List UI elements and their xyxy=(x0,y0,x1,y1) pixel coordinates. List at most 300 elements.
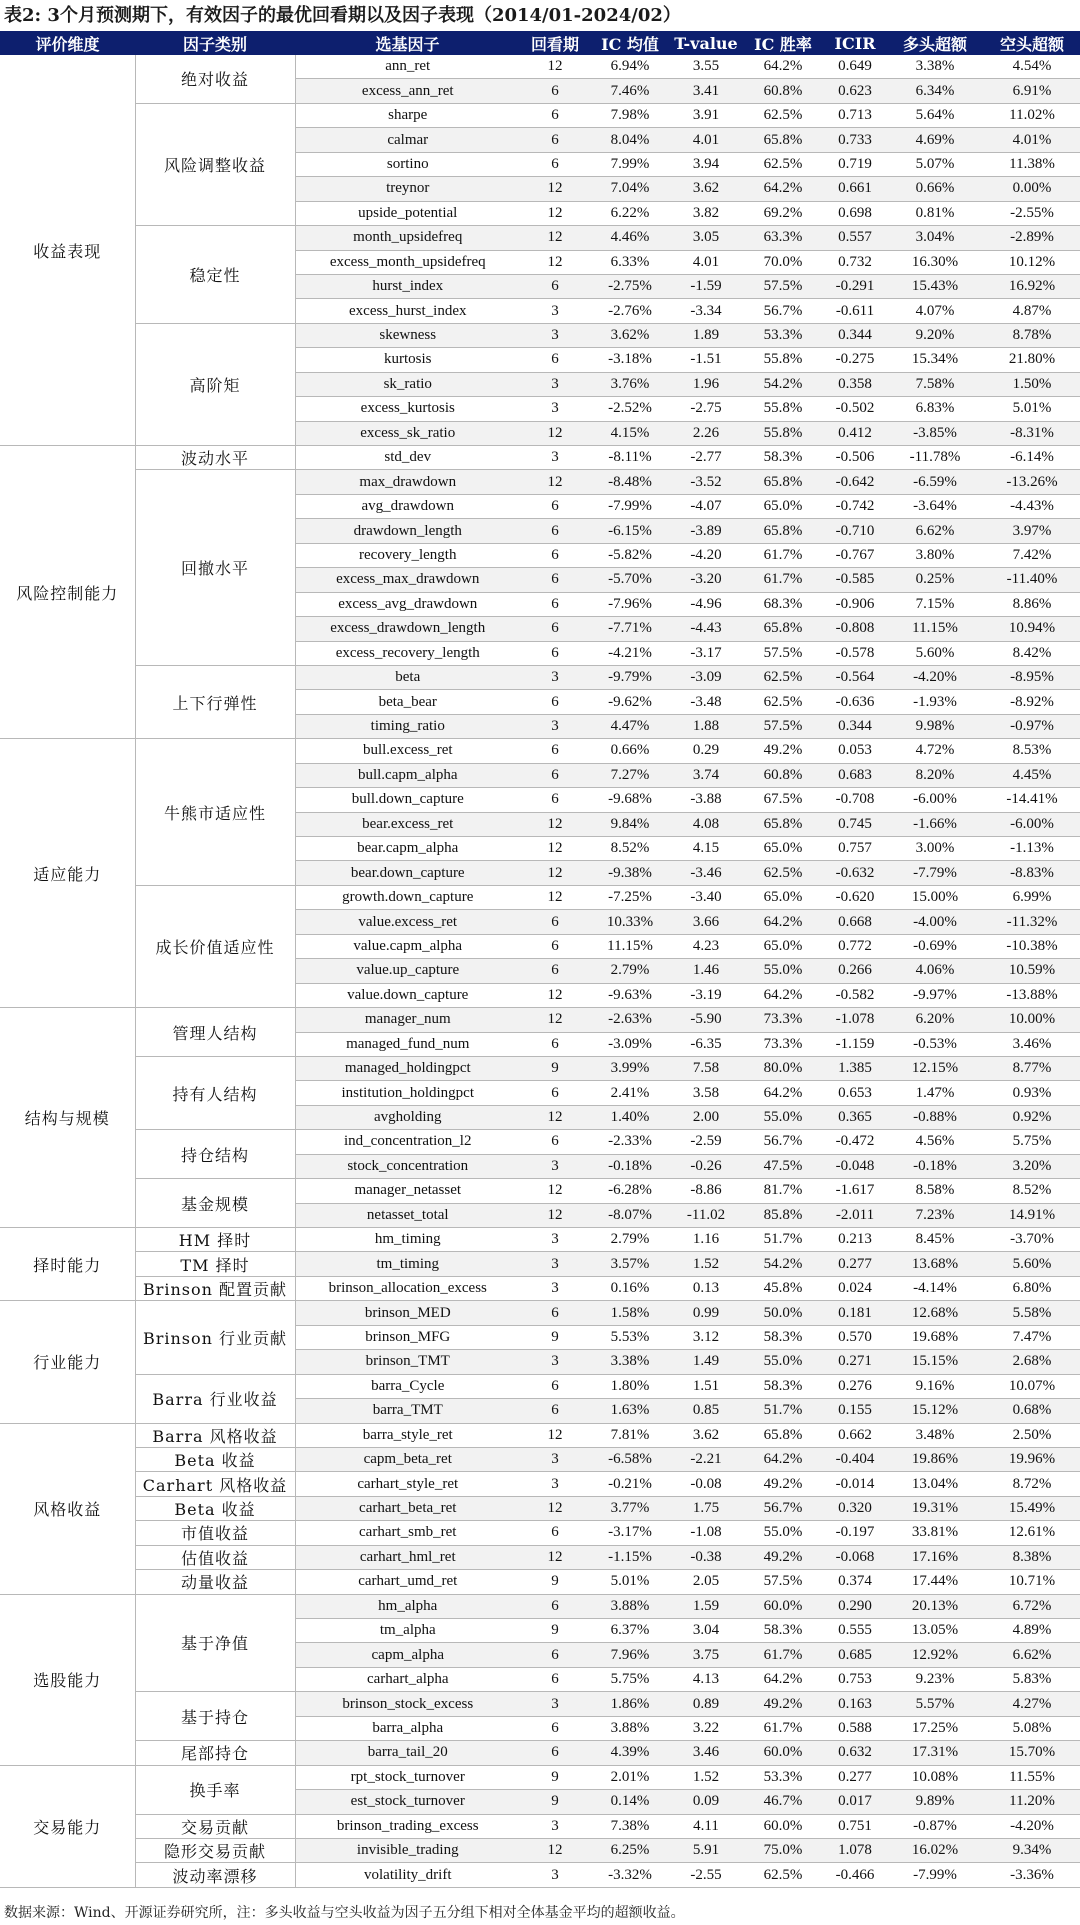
long-excess-cell: -0.87% xyxy=(886,1814,984,1838)
dimension-cell: 行业能力 xyxy=(0,1301,135,1423)
short-excess-cell: 16.92% xyxy=(984,274,1080,298)
short-excess-cell: 5.75% xyxy=(984,1130,1080,1154)
ic-mean-cell: -9.38% xyxy=(590,861,670,885)
short-excess-cell: 11.02% xyxy=(984,103,1080,127)
t-value-cell: -4.20 xyxy=(670,543,742,567)
lookback-cell: 12 xyxy=(520,983,590,1007)
icir-cell: 0.713 xyxy=(824,103,886,127)
dimension-cell: 风格收益 xyxy=(0,1423,135,1594)
factor-name-cell: excess_ann_ret xyxy=(295,79,520,103)
ic-mean-cell: 1.86% xyxy=(590,1692,670,1716)
category-cell: Barra 行业收益 xyxy=(135,1374,295,1423)
icir-cell: -0.404 xyxy=(824,1447,886,1471)
dimension-cell: 交易能力 xyxy=(0,1765,135,1887)
header-long-excess: 多头超额 xyxy=(886,31,984,55)
long-excess-cell: 7.15% xyxy=(886,592,984,616)
factor-name-cell: brinson_MED xyxy=(295,1301,520,1325)
t-value-cell: 3.05 xyxy=(670,226,742,250)
ic-mean-cell: 2.79% xyxy=(590,1228,670,1252)
factor-name-cell: brinson_stock_excess xyxy=(295,1692,520,1716)
icir-cell: -0.564 xyxy=(824,665,886,689)
category-cell: 牛熊市适应性 xyxy=(135,739,295,886)
lookback-cell: 12 xyxy=(520,55,590,79)
ic-win-rate-cell: 58.3% xyxy=(742,446,824,470)
icir-cell: -0.620 xyxy=(824,885,886,909)
short-excess-cell: -1.13% xyxy=(984,837,1080,861)
lookback-cell: 3 xyxy=(520,1447,590,1471)
short-excess-cell: 12.61% xyxy=(984,1521,1080,1545)
ic-mean-cell: -9.79% xyxy=(590,665,670,689)
short-excess-cell: -13.88% xyxy=(984,983,1080,1007)
factor-name-cell: managed_holdingpct xyxy=(295,1056,520,1080)
ic-mean-cell: -5.70% xyxy=(590,568,670,592)
long-excess-cell: 7.58% xyxy=(886,372,984,396)
lookback-cell: 12 xyxy=(520,1545,590,1569)
icir-cell: 0.155 xyxy=(824,1399,886,1423)
factor-name-cell: carhart_beta_ret xyxy=(295,1496,520,1520)
ic-mean-cell: -2.75% xyxy=(590,274,670,298)
category-cell: TM 择时 xyxy=(135,1252,295,1276)
header-short-excess: 空头超额 xyxy=(984,31,1080,55)
short-excess-cell: 4.87% xyxy=(984,299,1080,323)
factor-name-cell: hm_alpha xyxy=(295,1594,520,1618)
short-excess-cell: 5.60% xyxy=(984,1252,1080,1276)
lookback-cell: 6 xyxy=(520,763,590,787)
ic-win-rate-cell: 64.2% xyxy=(742,1081,824,1105)
category-cell: 基于持仓 xyxy=(135,1692,295,1741)
lookback-cell: 3 xyxy=(520,1863,590,1887)
factor-name-cell: hurst_index xyxy=(295,274,520,298)
ic-win-rate-cell: 53.3% xyxy=(742,323,824,347)
icir-cell: -0.197 xyxy=(824,1521,886,1545)
table-row xyxy=(0,1472,1080,1496)
factor-name-cell: ann_ret xyxy=(295,55,520,79)
lookback-cell: 6 xyxy=(520,1667,590,1691)
t-value-cell: -1.51 xyxy=(670,348,742,372)
t-value-cell: 0.89 xyxy=(670,1692,742,1716)
ic-win-rate-cell: 60.0% xyxy=(742,1741,824,1765)
t-value-cell: 0.99 xyxy=(670,1301,742,1325)
lookback-cell: 9 xyxy=(520,1325,590,1349)
long-excess-cell: -9.97% xyxy=(886,983,984,1007)
icir-cell: 0.555 xyxy=(824,1619,886,1643)
long-excess-cell: 20.13% xyxy=(886,1594,984,1618)
t-value-cell: 7.58 xyxy=(670,1056,742,1080)
ic-mean-cell: -6.15% xyxy=(590,519,670,543)
t-value-cell: -3.52 xyxy=(670,470,742,494)
long-excess-cell: 4.07% xyxy=(886,299,984,323)
lookback-cell: 3 xyxy=(520,1154,590,1178)
ic-win-rate-cell: 58.3% xyxy=(742,1374,824,1398)
category-cell: Carhart 风格收益 xyxy=(135,1472,295,1496)
lookback-cell: 6 xyxy=(520,568,590,592)
ic-win-rate-cell: 55.8% xyxy=(742,397,824,421)
ic-win-rate-cell: 62.5% xyxy=(742,103,824,127)
lookback-cell: 6 xyxy=(520,1032,590,1056)
icir-cell: 0.053 xyxy=(824,739,886,763)
long-excess-cell: 17.31% xyxy=(886,1741,984,1765)
lookback-cell: 6 xyxy=(520,1741,590,1765)
lookback-cell: 6 xyxy=(520,1374,590,1398)
category-cell: 成长价值适应性 xyxy=(135,885,295,1007)
short-excess-cell: 7.47% xyxy=(984,1325,1080,1349)
t-value-cell: -6.35 xyxy=(670,1032,742,1056)
ic-win-rate-cell: 56.7% xyxy=(742,1496,824,1520)
ic-win-rate-cell: 70.0% xyxy=(742,250,824,274)
ic-win-rate-cell: 64.2% xyxy=(742,1447,824,1471)
t-value-cell: 3.75 xyxy=(670,1643,742,1667)
icir-cell: 0.668 xyxy=(824,910,886,934)
short-excess-cell: 6.72% xyxy=(984,1594,1080,1618)
factor-name-cell: capm_alpha xyxy=(295,1643,520,1667)
ic-win-rate-cell: 63.3% xyxy=(742,226,824,250)
lookback-cell: 9 xyxy=(520,1056,590,1080)
dimension-cell: 选股能力 xyxy=(0,1594,135,1765)
table-row xyxy=(0,1228,1080,1252)
icir-cell: 0.753 xyxy=(824,1667,886,1691)
short-excess-cell: 0.68% xyxy=(984,1399,1080,1423)
lookback-cell: 12 xyxy=(520,812,590,836)
t-value-cell: 3.91 xyxy=(670,103,742,127)
short-excess-cell: 5.83% xyxy=(984,1667,1080,1691)
short-excess-cell: 10.00% xyxy=(984,1008,1080,1032)
category-cell: Beta 收益 xyxy=(135,1496,295,1520)
lookback-cell: 12 xyxy=(520,837,590,861)
lookback-cell: 3 xyxy=(520,1472,590,1496)
short-excess-cell: 10.71% xyxy=(984,1570,1080,1594)
long-excess-cell: 15.34% xyxy=(886,348,984,372)
factor-name-cell: excess_drawdown_length xyxy=(295,617,520,641)
table-row xyxy=(0,1570,1080,1594)
icir-cell: 0.290 xyxy=(824,1594,886,1618)
long-excess-cell: 3.48% xyxy=(886,1423,984,1447)
long-excess-cell: 19.86% xyxy=(886,1447,984,1471)
t-value-cell: 5.91 xyxy=(670,1838,742,1862)
long-excess-cell: 3.04% xyxy=(886,226,984,250)
icir-cell: 0.412 xyxy=(824,421,886,445)
table-row xyxy=(0,323,1080,347)
lookback-cell: 3 xyxy=(520,665,590,689)
factor-name-cell: invisible_trading xyxy=(295,1838,520,1862)
factor-name-cell: value.up_capture xyxy=(295,959,520,983)
table-row xyxy=(0,55,1080,79)
icir-cell: -1.617 xyxy=(824,1179,886,1203)
ic-mean-cell: -9.63% xyxy=(590,983,670,1007)
ic-mean-cell: -7.96% xyxy=(590,592,670,616)
icir-cell: -0.632 xyxy=(824,861,886,885)
t-value-cell: -4.96 xyxy=(670,592,742,616)
header-category: 因子类别 xyxy=(135,31,295,55)
factor-name-cell: carhart_style_ret xyxy=(295,1472,520,1496)
icir-cell: -2.011 xyxy=(824,1203,886,1227)
ic-mean-cell: 3.57% xyxy=(590,1252,670,1276)
t-value-cell: -3.34 xyxy=(670,299,742,323)
factor-name-cell: carhart_alpha xyxy=(295,1667,520,1691)
ic-win-rate-cell: 64.2% xyxy=(742,910,824,934)
ic-mean-cell: 4.39% xyxy=(590,1741,670,1765)
header-t-value: T-value xyxy=(670,31,742,55)
long-excess-cell: 17.16% xyxy=(886,1545,984,1569)
ic-win-rate-cell: 55.8% xyxy=(742,348,824,372)
ic-win-rate-cell: 65.8% xyxy=(742,617,824,641)
ic-mean-cell: 0.16% xyxy=(590,1276,670,1300)
lookback-cell: 6 xyxy=(520,1399,590,1423)
category-cell: 基金规模 xyxy=(135,1179,295,1228)
lookback-cell: 3 xyxy=(520,1814,590,1838)
ic-mean-cell: 9.84% xyxy=(590,812,670,836)
long-excess-cell: -7.99% xyxy=(886,1863,984,1887)
long-excess-cell: 12.15% xyxy=(886,1056,984,1080)
table-row xyxy=(0,1252,1080,1276)
long-excess-cell: -0.18% xyxy=(886,1154,984,1178)
ic-mean-cell: -2.33% xyxy=(590,1130,670,1154)
long-excess-cell: -7.79% xyxy=(886,861,984,885)
lookback-cell: 6 xyxy=(520,617,590,641)
icir-cell: 1.078 xyxy=(824,1838,886,1862)
long-excess-cell: -1.93% xyxy=(886,690,984,714)
lookback-cell: 12 xyxy=(520,177,590,201)
short-excess-cell: -10.38% xyxy=(984,934,1080,958)
t-value-cell: -3.17 xyxy=(670,641,742,665)
factor-name-cell: month_upsidefreq xyxy=(295,226,520,250)
icir-cell: 0.732 xyxy=(824,250,886,274)
table-row xyxy=(0,1056,1080,1080)
factor-name-cell: stock_concentration xyxy=(295,1154,520,1178)
long-excess-cell: 4.72% xyxy=(886,739,984,763)
category-cell: Beta 收益 xyxy=(135,1447,295,1471)
ic-mean-cell: -3.18% xyxy=(590,348,670,372)
ic-mean-cell: 6.33% xyxy=(590,250,670,274)
icir-cell: -0.068 xyxy=(824,1545,886,1569)
lookback-cell: 6 xyxy=(520,543,590,567)
long-excess-cell: 3.00% xyxy=(886,837,984,861)
ic-mean-cell: 7.98% xyxy=(590,103,670,127)
long-excess-cell: -6.59% xyxy=(886,470,984,494)
ic-win-rate-cell: 49.2% xyxy=(742,1472,824,1496)
factor-name-cell: bear.excess_ret xyxy=(295,812,520,836)
long-excess-cell: 8.45% xyxy=(886,1228,984,1252)
long-excess-cell: 0.25% xyxy=(886,568,984,592)
ic-mean-cell: -1.15% xyxy=(590,1545,670,1569)
ic-win-rate-cell: 55.0% xyxy=(742,1521,824,1545)
t-value-cell: -2.21 xyxy=(670,1447,742,1471)
icir-cell: 1.385 xyxy=(824,1056,886,1080)
lookback-cell: 6 xyxy=(520,1130,590,1154)
long-excess-cell: 12.92% xyxy=(886,1643,984,1667)
icir-cell: 0.365 xyxy=(824,1105,886,1129)
lookback-cell: 12 xyxy=(520,885,590,909)
ic-mean-cell: -9.62% xyxy=(590,690,670,714)
icir-cell: 0.374 xyxy=(824,1570,886,1594)
t-value-cell: 3.22 xyxy=(670,1716,742,1740)
ic-win-rate-cell: 65.8% xyxy=(742,128,824,152)
ic-mean-cell: 7.99% xyxy=(590,152,670,176)
factor-name-cell: value.capm_alpha xyxy=(295,934,520,958)
t-value-cell: -3.89 xyxy=(670,519,742,543)
lookback-cell: 6 xyxy=(520,152,590,176)
ic-win-rate-cell: 55.0% xyxy=(742,1105,824,1129)
t-value-cell: -2.77 xyxy=(670,446,742,470)
long-excess-cell: -4.00% xyxy=(886,910,984,934)
ic-win-rate-cell: 45.8% xyxy=(742,1276,824,1300)
table-row xyxy=(0,1423,1080,1447)
lookback-cell: 12 xyxy=(520,1105,590,1129)
icir-cell: 0.661 xyxy=(824,177,886,201)
ic-win-rate-cell: 65.8% xyxy=(742,812,824,836)
factor-name-cell: sortino xyxy=(295,152,520,176)
lookback-cell: 6 xyxy=(520,1521,590,1545)
short-excess-cell: 4.45% xyxy=(984,763,1080,787)
short-excess-cell: 8.78% xyxy=(984,323,1080,347)
t-value-cell: -3.40 xyxy=(670,885,742,909)
long-excess-cell: 6.83% xyxy=(886,397,984,421)
icir-cell: 0.271 xyxy=(824,1350,886,1374)
lookback-cell: 6 xyxy=(520,274,590,298)
short-excess-cell: -2.55% xyxy=(984,201,1080,225)
long-excess-cell: 6.62% xyxy=(886,519,984,543)
t-value-cell: 1.88 xyxy=(670,714,742,738)
short-excess-cell: 6.91% xyxy=(984,79,1080,103)
icir-cell: 0.344 xyxy=(824,714,886,738)
ic-win-rate-cell: 57.5% xyxy=(742,274,824,298)
ic-mean-cell: 7.04% xyxy=(590,177,670,201)
icir-cell: 0.277 xyxy=(824,1252,886,1276)
lookback-cell: 3 xyxy=(520,1228,590,1252)
short-excess-cell: 5.58% xyxy=(984,1301,1080,1325)
long-excess-cell: 9.16% xyxy=(886,1374,984,1398)
lookback-cell: 9 xyxy=(520,1790,590,1814)
lookback-cell: 3 xyxy=(520,372,590,396)
short-excess-cell: 10.59% xyxy=(984,959,1080,983)
factor-name-cell: brinson_MFG xyxy=(295,1325,520,1349)
header-ic-mean: IC 均值 xyxy=(590,31,670,55)
long-excess-cell: -4.14% xyxy=(886,1276,984,1300)
short-excess-cell: -8.83% xyxy=(984,861,1080,885)
t-value-cell: -3.09 xyxy=(670,665,742,689)
table-row xyxy=(0,665,1080,689)
short-excess-cell: 0.92% xyxy=(984,1105,1080,1129)
dimension-cell: 收益表现 xyxy=(0,55,135,446)
ic-win-rate-cell: 54.2% xyxy=(742,1252,824,1276)
long-excess-cell: 19.31% xyxy=(886,1496,984,1520)
ic-win-rate-cell: 65.0% xyxy=(742,837,824,861)
ic-mean-cell: 10.33% xyxy=(590,910,670,934)
t-value-cell: 1.96 xyxy=(670,372,742,396)
factor-name-cell: managed_fund_num xyxy=(295,1032,520,1056)
ic-win-rate-cell: 61.7% xyxy=(742,568,824,592)
category-cell: HM 择时 xyxy=(135,1228,295,1252)
factor-name-cell: hm_timing xyxy=(295,1228,520,1252)
ic-win-rate-cell: 58.3% xyxy=(742,1325,824,1349)
ic-win-rate-cell: 69.2% xyxy=(742,201,824,225)
category-cell: 回撤水平 xyxy=(135,470,295,666)
ic-mean-cell: 5.53% xyxy=(590,1325,670,1349)
table-row xyxy=(0,885,1080,909)
ic-win-rate-cell: 60.0% xyxy=(742,1594,824,1618)
ic-win-rate-cell: 64.2% xyxy=(742,55,824,79)
ic-win-rate-cell: 61.7% xyxy=(742,1716,824,1740)
icir-cell: -0.585 xyxy=(824,568,886,592)
long-excess-cell: 13.68% xyxy=(886,1252,984,1276)
ic-win-rate-cell: 65.8% xyxy=(742,1423,824,1447)
factor-name-cell: upside_potential xyxy=(295,201,520,225)
short-excess-cell: -3.36% xyxy=(984,1863,1080,1887)
icir-cell: -0.582 xyxy=(824,983,886,1007)
table-title: 表2: 3个月预测期下，有效因子的最优回看期以及因子表现（2014/01-2024/02） xyxy=(4,5,681,26)
t-value-cell: 0.29 xyxy=(670,739,742,763)
ic-win-rate-cell: 57.5% xyxy=(742,714,824,738)
icir-cell: 0.683 xyxy=(824,763,886,787)
icir-cell: -1.078 xyxy=(824,1008,886,1032)
table-row xyxy=(0,1179,1080,1203)
long-excess-cell: 8.58% xyxy=(886,1179,984,1203)
ic-win-rate-cell: 49.2% xyxy=(742,1692,824,1716)
lookback-cell: 3 xyxy=(520,1692,590,1716)
short-excess-cell: -13.26% xyxy=(984,470,1080,494)
table-row xyxy=(0,1545,1080,1569)
long-excess-cell: 6.20% xyxy=(886,1008,984,1032)
t-value-cell: 1.59 xyxy=(670,1594,742,1618)
t-value-cell: -3.48 xyxy=(670,690,742,714)
factor-name-cell: avgholding xyxy=(295,1105,520,1129)
t-value-cell: -4.07 xyxy=(670,494,742,518)
t-value-cell: 3.94 xyxy=(670,152,742,176)
category-cell: Brinson 配置贡献 xyxy=(135,1276,295,1300)
lookback-cell: 3 xyxy=(520,397,590,421)
icir-cell: -0.014 xyxy=(824,1472,886,1496)
icir-cell: 0.653 xyxy=(824,1081,886,1105)
t-value-cell: 4.13 xyxy=(670,1667,742,1691)
t-value-cell: -5.90 xyxy=(670,1008,742,1032)
long-excess-cell: 9.23% xyxy=(886,1667,984,1691)
factor-name-cell: bear.capm_alpha xyxy=(295,837,520,861)
t-value-cell: -1.59 xyxy=(670,274,742,298)
long-excess-cell: 17.25% xyxy=(886,1716,984,1740)
ic-win-rate-cell: 62.5% xyxy=(742,690,824,714)
ic-win-rate-cell: 65.0% xyxy=(742,885,824,909)
lookback-cell: 6 xyxy=(520,1081,590,1105)
icir-cell: -0.642 xyxy=(824,470,886,494)
ic-mean-cell: 0.66% xyxy=(590,739,670,763)
short-excess-cell: 6.80% xyxy=(984,1276,1080,1300)
t-value-cell: 1.51 xyxy=(670,1374,742,1398)
ic-mean-cell: -8.48% xyxy=(590,470,670,494)
factor-name-cell: carhart_smb_ret xyxy=(295,1521,520,1545)
factor-name-cell: carhart_hml_ret xyxy=(295,1545,520,1569)
icir-cell: 0.751 xyxy=(824,1814,886,1838)
long-excess-cell: 12.68% xyxy=(886,1301,984,1325)
lookback-cell: 6 xyxy=(520,494,590,518)
icir-cell: -0.708 xyxy=(824,788,886,812)
lookback-cell: 6 xyxy=(520,739,590,763)
short-excess-cell: 8.86% xyxy=(984,592,1080,616)
icir-cell: -0.636 xyxy=(824,690,886,714)
icir-cell: 0.213 xyxy=(824,1228,886,1252)
icir-cell: 0.733 xyxy=(824,128,886,152)
factor-name-cell: excess_kurtosis xyxy=(295,397,520,421)
category-cell: 市值收益 xyxy=(135,1521,295,1545)
table-row xyxy=(0,739,1080,763)
ic-win-rate-cell: 65.0% xyxy=(742,494,824,518)
factor-name-cell: beta xyxy=(295,665,520,689)
lookback-cell: 6 xyxy=(520,1643,590,1667)
icir-cell: 0.719 xyxy=(824,152,886,176)
ic-mean-cell: 2.41% xyxy=(590,1081,670,1105)
factor-name-cell: netasset_total xyxy=(295,1203,520,1227)
header-row xyxy=(0,31,1080,55)
lookback-cell: 6 xyxy=(520,79,590,103)
ic-mean-cell: -3.09% xyxy=(590,1032,670,1056)
